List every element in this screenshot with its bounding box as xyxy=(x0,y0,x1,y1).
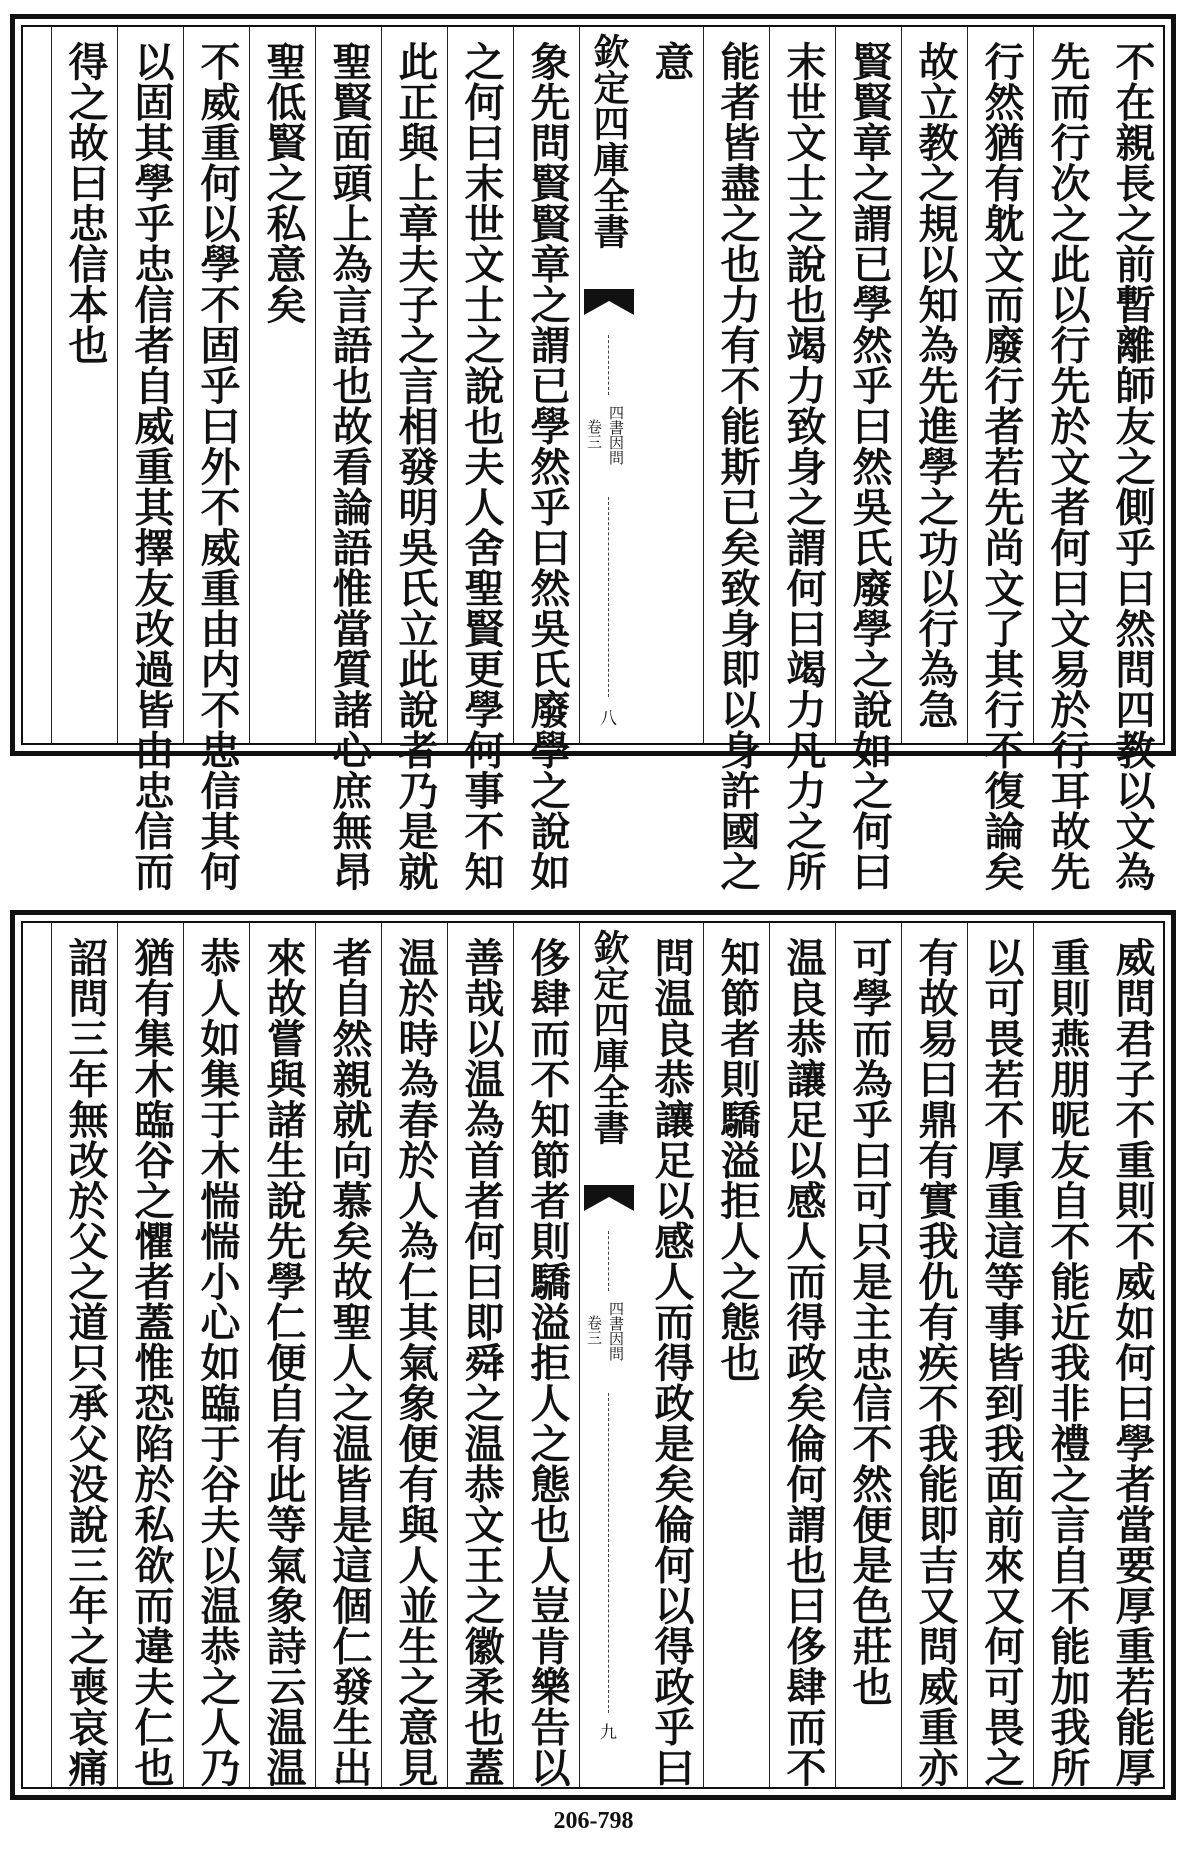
column-text: 問温良恭讓足以感人而得政是矣倫何以得政乎曰 xyxy=(648,937,695,1788)
column-text: 聖低賢之私意矣 xyxy=(260,41,307,325)
fold-line xyxy=(608,497,609,697)
column-text: 猶有集木臨谷之懼者蓋惟恐陷於私欲而違夫仁也 xyxy=(128,937,175,1788)
column-text: 能者皆盡之也力有不能斯已矣致身即以身許國之 xyxy=(714,41,761,892)
column-text: 重則燕朋昵友自不能近我非禮之言自不能加我所 xyxy=(1044,937,1091,1788)
column-text: 以可畏若不厚重這等事皆到我面前來又何可畏之 xyxy=(978,937,1025,1788)
fishtail-ornament-icon xyxy=(584,1185,634,1225)
fold-line xyxy=(608,335,609,395)
section-title: 四書因問 xyxy=(607,1301,625,1361)
text-column xyxy=(249,923,316,1787)
center-fold-block xyxy=(579,27,638,743)
column-text: 不在親長之前暫離師友之側乎曰然問四教以文為 xyxy=(1109,41,1156,892)
text-column xyxy=(1099,27,1165,892)
text-column xyxy=(769,923,836,1787)
column-text: 聖賢面頭上為言語也故看論語惟當質諸心庶無昂 xyxy=(326,41,373,892)
column-text: 善哉以温為首者何曰即舜之温恭文王之徽柔也蓋 xyxy=(458,937,505,1788)
text-column xyxy=(703,27,770,892)
column-text: 故立教之規以知為先進學之功以行為急 xyxy=(912,41,959,730)
text-column xyxy=(901,923,968,1787)
top-text-columns xyxy=(23,27,1163,892)
column-text: 行然猶有躭文而廢行者若先尚文了其行不復論矣 xyxy=(978,41,1025,892)
text-column xyxy=(1099,923,1165,1787)
text-column xyxy=(637,27,704,743)
text-column xyxy=(117,923,184,1787)
column-text: 來故嘗與諸生說先學仁便自有此等氣象詩云温温 xyxy=(260,937,307,1788)
column-text: 以固其學乎忠信者自威重其擇友改過皆由忠信而 xyxy=(128,41,175,892)
fishtail-ornament-icon xyxy=(584,289,634,329)
column-text: 詔問三年無改於父之道只承父没說三年之喪哀痛 xyxy=(62,937,109,1788)
text-column xyxy=(967,27,1034,892)
fold-line xyxy=(608,1231,609,1291)
text-column xyxy=(901,27,968,743)
book-title: 欽定四庫全書 xyxy=(588,929,630,1145)
text-column xyxy=(447,923,514,1787)
page-number: 八 xyxy=(596,709,616,726)
text-column xyxy=(835,923,902,1787)
text-column xyxy=(381,27,448,892)
column-text: 知節者則驕溢拒人之態也 xyxy=(714,937,761,1383)
top-page-panel xyxy=(10,14,1176,892)
column-text: 有故易曰鼎有實我仇有疾不我能即吉又問威重亦 xyxy=(912,937,959,1788)
text-column xyxy=(381,923,448,1787)
column-text: 侈肆而不知節者則驕溢拒人之態也人豈肯樂告以 xyxy=(524,937,571,1788)
text-column xyxy=(51,923,118,1787)
column-text: 不威重何以學不固乎曰外不威重由内不忠信其何 xyxy=(194,41,241,892)
folio-number: 206-798 xyxy=(553,1808,634,1834)
volume-label: 卷三 xyxy=(585,1315,603,1345)
text-column xyxy=(637,923,704,1787)
section-title: 四書因問 xyxy=(607,405,625,465)
column-text: 先而行次之此以行先於文者何曰文易於行耳故先 xyxy=(1044,41,1091,892)
column-text: 者自然親就向慕矣故聖人之温皆是這個仁發生出 xyxy=(326,937,373,1788)
text-column xyxy=(769,27,836,892)
text-column xyxy=(1033,27,1100,892)
column-text: 末世文士之說也竭力致身之謂何曰竭力凡力之所 xyxy=(780,41,827,892)
column-text: 恭人如集于木惴惴小心如臨于谷夫以温恭之人乃 xyxy=(194,937,241,1788)
book-title: 欽定四庫全書 xyxy=(588,33,630,249)
text-column xyxy=(183,923,250,1787)
text-column xyxy=(447,27,514,892)
text-column xyxy=(117,27,184,892)
bottom-page-frame xyxy=(21,921,1165,1789)
column-text: 意 xyxy=(648,41,695,82)
column-text: 象先問賢賢章之謂已學然乎曰然吳氏廢學之說如 xyxy=(524,41,571,892)
column-text: 威問君子不重則不威如何曰學者當要厚重若能厚 xyxy=(1109,937,1156,1788)
text-column xyxy=(315,923,382,1787)
text-column xyxy=(315,27,382,892)
text-column xyxy=(51,27,118,743)
text-column xyxy=(513,923,580,1787)
fold-line xyxy=(608,1393,609,1713)
top-page-frame xyxy=(21,25,1165,892)
column-text: 賢賢章之謂已學然乎曰然吳氏廢學之說如之何曰 xyxy=(846,41,893,892)
text-column xyxy=(183,27,250,892)
text-column xyxy=(967,923,1034,1787)
text-column xyxy=(513,27,580,892)
bottom-text-columns xyxy=(23,923,1163,1787)
column-text: 此正與上章夫子之言相發明吳氏立此說者乃是就 xyxy=(392,41,439,892)
column-text: 温良恭讓足以感人而得政矣倫何謂也曰侈肆而不 xyxy=(780,937,827,1788)
column-text: 之何曰末世文士之說也夫人舍聖賢更學何事不知 xyxy=(458,41,505,892)
text-column xyxy=(703,923,770,1787)
center-fold-block xyxy=(579,923,638,1787)
bottom-page-panel xyxy=(10,910,1176,1800)
text-column xyxy=(249,27,316,743)
column-text: 得之故曰忠信本也 xyxy=(62,41,109,365)
text-column xyxy=(1033,923,1100,1787)
column-text: 温於時為春於人為仁其氣象便有與人並生之意見 xyxy=(392,937,439,1788)
page-number: 九 xyxy=(596,1723,616,1740)
text-column xyxy=(835,27,902,892)
volume-label: 卷三 xyxy=(585,419,603,449)
column-text: 可學而為乎曰可只是主忠信不然便是色莊也 xyxy=(846,937,893,1707)
